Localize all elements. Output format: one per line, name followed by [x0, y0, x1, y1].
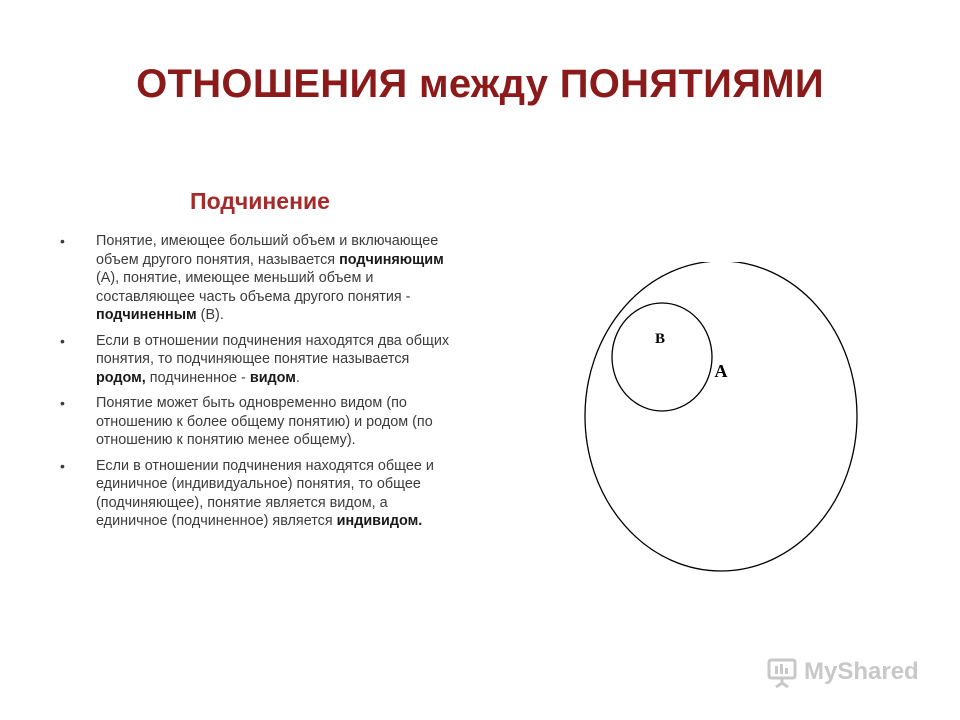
bullet-item	[60, 394, 460, 450]
bullet-emphasis: индивидом.	[336, 513, 423, 529]
bullet-emphasis: подчиняющим	[339, 251, 444, 268]
bullet-icon: •	[60, 332, 65, 349]
presentation-screen-icon	[766, 656, 800, 690]
slide-title: ОТНОШЕНИЯ между ПОНЯТИЯМИ	[136, 62, 824, 106]
bullet-emphasis: родом,	[96, 369, 146, 386]
bullet-text-part: Если в отношении подчинения находятся два общих понятия, то подчиняющее понятие называется	[96, 332, 450, 367]
bullet-text-part: (В).	[196, 307, 224, 323]
bullet-emphasis: видом	[249, 369, 296, 386]
watermark-text: MyShared	[804, 658, 919, 685]
bullet-item	[60, 332, 460, 388]
bullet-text-part: Если в отношении подчинения находятся общее и единичное (индивидуальное) понятия, то общее (подчиняющее), понятие является видом, а единичное (подчиненное) является	[96, 457, 434, 529]
bullet-text-part: Понятие может быть одновременно видом (по отношению к более общему понятию) и родом (по отношению к понятию менее общему).	[96, 395, 433, 448]
bullet-icon: •	[60, 395, 65, 411]
bullet-icon: •	[60, 457, 65, 474]
outer-circle-label: А	[714, 361, 728, 381]
bullet-text-part: подчиненное -	[145, 369, 250, 386]
watermark-logo	[766, 656, 926, 692]
subordination-diagram	[580, 262, 870, 582]
bullet-text-part: (А), понятие, имеющее меньший объем и составляющее часть объема другого понятия -	[96, 270, 411, 305]
bullet-icon: •	[60, 233, 65, 249]
slide-subtitle: Подчинение	[190, 188, 330, 214]
bullet-emphasis: подчиненным	[96, 307, 197, 323]
inner-circle-label: В	[654, 331, 666, 347]
outer-circle-a	[585, 262, 857, 571]
bullet-item	[60, 457, 460, 531]
inner-circle-b	[612, 303, 712, 411]
bullet-text-part: .	[295, 369, 300, 386]
bullet-item	[60, 232, 460, 325]
bullet-list	[60, 232, 460, 538]
bullet-text-part: Понятие, имеющее больший объем и включающее объем другого понятия, называется	[96, 233, 439, 268]
